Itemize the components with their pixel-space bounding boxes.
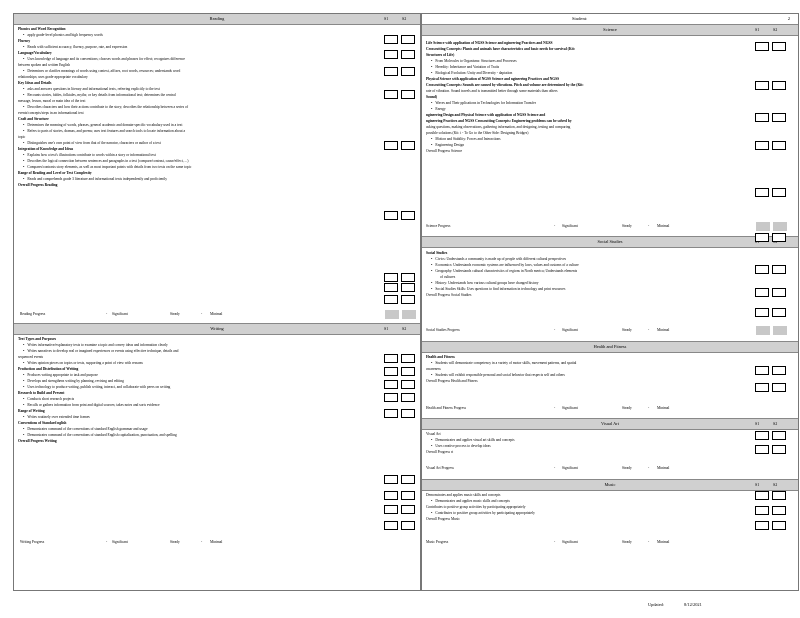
updated-label: Updated:: [648, 602, 665, 607]
visual-art-progress-row: [426, 464, 792, 472]
standard-item: • Describes the logical connection between sentences and paragraphs in a text (compare/contrast, cause/effect, ...): [18, 158, 416, 164]
text-line: rate of vibration. Sound travels and is transmitted better through some materials than others: [426, 89, 558, 93]
student-label: Student:: [572, 16, 588, 21]
standard-item: • Conducts short research projects: [18, 396, 416, 402]
section-heading: Integration of Knowledge and Ideas: [18, 147, 74, 151]
grade-box-s1[interactable]: [755, 188, 769, 197]
semester-2-label: S2: [773, 482, 778, 487]
semester-1-label: S1: [755, 421, 760, 426]
standard-item: • Produces writing appropriate to task and purpose: [18, 372, 416, 378]
text-line: Visual Art: [426, 432, 441, 436]
semester-2-label: S2: [402, 326, 407, 331]
section-heading: Sound): [426, 95, 437, 99]
section-heading: Phonics and Word Recognition: [18, 27, 66, 31]
grade-box-s1[interactable]: [384, 367, 398, 376]
minimal-label: Minimal: [210, 312, 223, 316]
science-title: Science: [603, 27, 617, 32]
minimal-label: Minimal: [657, 328, 670, 332]
dash: -: [648, 406, 650, 410]
standard-item: • Demonstrates command of the conventions of standard English capitalization, punctuation, and spelling: [18, 432, 416, 438]
standard-item: • Motion and Stability: Forces and Interactions: [426, 136, 794, 142]
page-number: 2: [787, 16, 790, 21]
health-section: [422, 352, 798, 384]
section-heading: Conventions of Standard nglish: [18, 421, 67, 425]
standard-item: • Refers to parts of stories, dramas, and poems; uses text features and search tools to locate information about a: [18, 128, 416, 134]
writing-section: [14, 335, 420, 444]
standard-item: • Civics: Understands a community is made up of people with different cultural perspectives: [426, 256, 794, 262]
right-column: [421, 13, 799, 591]
text-line: Overall Progress rt: [426, 450, 454, 454]
grade-box-s2[interactable]: [401, 141, 415, 150]
section-heading: Craft and Structure: [18, 117, 49, 121]
science-progress-s2-box[interactable]: [773, 222, 787, 231]
grade-box-s1[interactable]: [384, 491, 398, 500]
section-heading: Research to Build and Present: [18, 391, 65, 395]
standard-item: • Compares/contrasts story elements, as well as most important points with details from two texts on the same topic: [18, 164, 416, 170]
standard-item: • Writes narratives to develop real or imagined experiences or events using effective technique, details and: [18, 348, 416, 354]
standard-item: • Economics: Understands economic systems are influenced by laws, values and customs of a culture: [426, 262, 794, 268]
grade-box-s1[interactable]: [384, 273, 398, 282]
science-section: [422, 36, 798, 154]
section-heading: ngineering Practices and NGSS Crosscutting Concepts: Engineering problems can be solved by: [426, 119, 572, 123]
standard-item: • Demonstrates command of the conventions of standard English grammar and usage: [18, 426, 416, 432]
grade-box-s1[interactable]: [384, 90, 398, 99]
visual-art-title: Visual Art: [601, 421, 619, 426]
grade-box-s1[interactable]: [384, 393, 398, 402]
dash: -: [554, 540, 556, 544]
steady-label: Steady: [622, 540, 632, 544]
section-heading: ngineering Design and Physical Science with application of NGSS Science and: [426, 113, 546, 117]
significant-label: Significant: [562, 224, 578, 228]
science-progress-row: [426, 222, 792, 230]
minimal-label: Minimal: [210, 540, 223, 544]
social-progress-s1-box[interactable]: [756, 326, 770, 335]
standard-item: • Recalls or gathers information from print and digital sources; takes notes and sorts evidence: [18, 402, 416, 408]
grade-box-s1[interactable]: [384, 67, 398, 76]
grade-box-s1[interactable]: [755, 42, 769, 51]
significant-label: Significant: [562, 466, 578, 470]
grade-box-s1[interactable]: [755, 265, 769, 274]
semester-2-label: S2: [773, 27, 778, 32]
grade-box-s1[interactable]: [384, 141, 398, 150]
grade-box-s1[interactable]: [755, 288, 769, 297]
grade-box-s1[interactable]: [384, 35, 398, 44]
social-studies-title: Social Studies: [597, 239, 623, 244]
section-heading: Range of Reading and Level or Text Complexity: [18, 171, 92, 175]
significant-label: Significant: [112, 312, 128, 316]
grade-box-s2[interactable]: [772, 265, 786, 274]
reading-section: [14, 25, 420, 188]
standard-item: • Distinguishes one's own point of view from that of the narrator, characters or author of a text: [18, 140, 416, 146]
text-line: sequenced events: [18, 355, 44, 359]
standard-item: • Writes informative/explanatory texts to examine a topic and convey ideas and information clearly: [18, 342, 416, 348]
text-line: topic: [18, 135, 26, 139]
semester-1-label: S1: [384, 326, 389, 331]
grade-box-s2[interactable]: [772, 288, 786, 297]
text-line: events/concepts/steps in an informational text: [18, 111, 84, 115]
standard-item: • asks and answers questions in literary and informational texts, referring explicitly to the text: [18, 86, 416, 92]
section-heading: Social Studies: [426, 251, 448, 255]
grade-box-s1[interactable]: [384, 521, 398, 530]
semester-1-label: S1: [755, 27, 760, 32]
grade-box-s2[interactable]: [401, 367, 415, 376]
progress-label: Music Progress: [426, 540, 449, 544]
section-heading: Physical Science with application of NGSS Science and ngineering Practices and NGSS: [426, 77, 560, 81]
steady-label: Steady: [622, 466, 632, 470]
dash: -: [554, 224, 556, 228]
reading-progress-s1-box[interactable]: [385, 310, 399, 319]
text-line: Demonstrates and applies music skills and concepts: [426, 493, 501, 497]
progress-label: Visual Art Progress: [426, 466, 454, 470]
grade-box-s2[interactable]: [401, 393, 415, 402]
grade-box-s2[interactable]: [772, 383, 786, 392]
writing-title: Writing: [210, 326, 224, 331]
standard-item: • Writes routinely over extended time frames: [18, 414, 416, 420]
standard-item: • Uses creative process to develop ideas: [426, 443, 794, 449]
standard-item: • Recounts stories, fables, folktales, myths; or key details from informational text; determines the central: [18, 92, 416, 98]
dash: -: [648, 224, 650, 228]
standard-item: • Determines or clarifies meanings of words using context, affixes, root words, resources; understands word: [18, 68, 416, 74]
section-heading: Production and Distribution of Writing: [18, 367, 79, 371]
dash: -: [106, 312, 108, 316]
section-heading: Overall Progress Writing: [18, 439, 57, 443]
section-heading: Fluency: [18, 39, 31, 43]
standard-item: • From Molecules to Organisms: Structures and Processes: [426, 58, 794, 64]
grade-box-s1[interactable]: [755, 233, 769, 242]
standard-item: • Social Studies Skills: Uses questions to find information in technology and print resources: [426, 286, 794, 292]
text-line: asking questions, making observations, gathering information, and designing, testing and comparing: [426, 125, 571, 129]
writing-header: [14, 323, 420, 335]
text-line: message, lesson, moral or main idea of the text: [18, 99, 86, 103]
grade-box-s2[interactable]: [772, 431, 786, 440]
steady-label: Steady: [622, 328, 632, 332]
grade-box-s2[interactable]: [401, 35, 415, 44]
text-line: Overall Progress Social Studies: [426, 293, 472, 297]
standard-item: • Geography: Understands cultural characteristics of regions in North merica; Understands elements: [426, 268, 794, 274]
social-studies-progress-row: [426, 326, 792, 334]
standard-item: • Reads with sufficient accuracy, fluency, purpose, rate, and expression: [18, 44, 416, 50]
minimal-label: Minimal: [657, 224, 670, 228]
grade-box-s2[interactable]: [772, 491, 786, 500]
grade-box-s2[interactable]: [401, 409, 415, 418]
dash: -: [554, 466, 556, 470]
grade-box-s2[interactable]: [772, 521, 786, 530]
social-studies-section: [422, 248, 798, 298]
visual-art-section: [422, 429, 798, 455]
section-heading: Life Science with application of NGSS Science and ngineering Practices and NGSS: [426, 41, 553, 45]
standard-item: • Describes characters and how their actions contribute to the story; describes the relationship between a series of: [18, 104, 416, 110]
significant-label: Significant: [562, 328, 578, 332]
standard-item: • Demonstrates and applies music skills and concepts: [426, 498, 794, 504]
grade-box-s2[interactable]: [772, 141, 786, 150]
significant-label: Significant: [562, 540, 578, 544]
progress-label: Social Studies Progress: [426, 328, 460, 332]
semester-2-label: S2: [402, 16, 407, 21]
grade-box-s2[interactable]: [772, 113, 786, 122]
grade-box-s2[interactable]: [772, 366, 786, 375]
text-line: relationships; uses grade-appropriate vocabulary: [18, 75, 88, 79]
standard-item: • Writes opinion pieces on topics or texts, supporting a point of view with reasons: [18, 360, 416, 366]
grade-box-s2[interactable]: [772, 81, 786, 90]
semester-1-label: S1: [755, 482, 760, 487]
text-line: Overall Progress Science: [426, 149, 463, 153]
progress-label: Health and Fitness Progress: [426, 406, 467, 410]
science-header: [422, 25, 798, 36]
reading-progress-row: [20, 310, 416, 318]
writing-progress-row: [20, 538, 416, 546]
standard-item: • Reads and comprehends grade 3 literature and informational texts independently and proficiently: [18, 176, 416, 182]
grade-box-s2[interactable]: [401, 90, 415, 99]
grade-box-s1[interactable]: [755, 383, 769, 392]
updated-date: 8/12/2021: [684, 602, 702, 607]
grade-box-s2[interactable]: [401, 67, 415, 76]
grade-box-s1[interactable]: [384, 283, 398, 292]
grade-box-s1[interactable]: [384, 409, 398, 418]
section-heading: Crosscutting Concepts: Plants and animals have characteristics and basic needs for survival (Kit:: [426, 47, 576, 51]
grade-box-s2[interactable]: [401, 211, 415, 220]
dash: -: [201, 540, 203, 544]
grade-box-s1[interactable]: [755, 506, 769, 515]
grade-box-s2[interactable]: [401, 491, 415, 500]
grade-box-s2[interactable]: [772, 506, 786, 515]
grade-box-s1[interactable]: [755, 81, 769, 90]
minimal-label: Minimal: [657, 406, 670, 410]
semester-1-label: S1: [384, 16, 389, 21]
social-studies-header: [422, 236, 798, 248]
grade-box-s1[interactable]: [384, 50, 398, 59]
grade-box-s2[interactable]: [401, 50, 415, 59]
grade-box-s2[interactable]: [401, 475, 415, 484]
text-line: awareness: [426, 367, 441, 371]
standard-item: • History: Understands how various cultural groups have changed history: [426, 280, 794, 286]
grade-box-s2[interactable]: [772, 233, 786, 242]
grade-box-s2[interactable]: [401, 380, 415, 389]
standard-item: • Uses technology to produce writing, publish writing, interact, and collaborate with peers on writing: [18, 384, 416, 390]
steady-label: Steady: [170, 312, 180, 316]
section-heading: Structures of Life): [426, 53, 455, 57]
music-progress-row: [426, 538, 792, 546]
grade-box-s1[interactable]: [755, 141, 769, 150]
grade-box-s1[interactable]: [755, 366, 769, 375]
standard-item: • Determines the meaning of words, phrases, general academic and domain-specific vocabulary used in a text: [18, 122, 416, 128]
section-heading: Text Types and Purposes: [18, 337, 56, 341]
grade-box-s2[interactable]: [772, 188, 786, 197]
dash: -: [106, 540, 108, 544]
grade-box-s2[interactable]: [772, 42, 786, 51]
text-line: Overall Progress Health and Fitness: [426, 379, 478, 383]
semester-2-label: S2: [773, 421, 778, 426]
steady-label: Steady: [622, 406, 632, 410]
grade-box-s1[interactable]: [755, 491, 769, 500]
grade-box-s1[interactable]: [755, 521, 769, 530]
steady-label: Steady: [622, 224, 632, 228]
significant-label: Significant: [112, 540, 128, 544]
standard-item: • Demonstrates and applies visual art skills and concepts: [426, 437, 794, 443]
dash: -: [554, 328, 556, 332]
progress-label: Reading Progress: [20, 312, 46, 316]
grade-box-s2[interactable]: [772, 308, 786, 317]
music-title: Music: [604, 482, 616, 487]
left-column: [13, 13, 421, 591]
health-progress-row: [426, 404, 792, 412]
grade-box-s2[interactable]: [401, 295, 415, 304]
standard-item: • Energy: [426, 106, 794, 112]
standard-item: • Students will demonstrate competency in a variety of motor skills, movement patterns, and spatial: [426, 360, 794, 366]
minimal-label: Minimal: [657, 540, 670, 544]
standard-item: • Develops and strengthens writing by planning, revising and editing: [18, 378, 416, 384]
grade-box-s1[interactable]: [384, 211, 398, 220]
standard-item: • Waves and Their pplications in Technologies for Information Transfer: [426, 100, 794, 106]
section-heading: Overall Progress Reading: [18, 183, 58, 187]
dash: -: [648, 540, 650, 544]
progress-label: Writing Progress: [20, 540, 45, 544]
dash: -: [648, 466, 650, 470]
grade-box-s1[interactable]: [755, 308, 769, 317]
standard-item: • Students will exhibit responsible personal and social behavior that respects self and others: [426, 372, 794, 378]
grade-box-s1[interactable]: [384, 295, 398, 304]
grade-box-s1[interactable]: [755, 445, 769, 454]
dash: -: [201, 312, 203, 316]
section-heading: Language/Vocabulary: [18, 51, 52, 55]
music-section: [422, 490, 798, 522]
grade-box-s2[interactable]: [401, 521, 415, 530]
report-card-page: [13, 13, 790, 591]
student-header: [422, 14, 798, 25]
grade-box-s1[interactable]: [384, 505, 398, 514]
standard-item: • Biological Evolution: Unity and Diversity - daptation: [426, 70, 794, 76]
section-heading: Health and Fitness: [426, 355, 455, 359]
reading-progress-s2-box[interactable]: [402, 310, 416, 319]
standard-item: • apply grade-level phonics and high frequency words: [18, 32, 416, 38]
text-line: possible solutions (Kit: i - To Go to the Other Side: Designing Bridges): [426, 131, 529, 135]
progress-label: Science Progress: [426, 224, 451, 228]
standard-item: • Explains how a text's illustrations contribute to words within a story or informational text: [18, 152, 416, 158]
section-heading: Range of Writing: [18, 409, 45, 413]
grade-box-s1[interactable]: [384, 354, 398, 363]
grade-box-s2[interactable]: [401, 354, 415, 363]
grade-box-s1[interactable]: [384, 475, 398, 484]
grade-box-s2[interactable]: [401, 283, 415, 292]
standard-item: • Contributes to positive group activities by participating appropriately: [426, 510, 794, 516]
steady-label: Steady: [170, 540, 180, 544]
grade-box-s2[interactable]: [772, 445, 786, 454]
standard-item: • Uses knowledge of language and its conventions; chooses words and phrases for effect; recognizes difference: [18, 56, 416, 62]
health-title: Health and Fitness: [593, 344, 627, 349]
section-heading: Crosscutting Concepts: Sounds are caused by vibrations. Pitch and volume are determined by the (Kit:: [426, 83, 584, 87]
section-heading: Key Ideas and Details: [18, 81, 52, 85]
text-line: between spoken and written English: [18, 63, 71, 67]
text-line: Contributes to positive group activities by participating appropriately: [426, 505, 526, 509]
grade-box-s2[interactable]: [401, 273, 415, 282]
significant-label: Significant: [562, 406, 578, 410]
text-line: of cultures: [440, 275, 456, 279]
reading-header: [14, 14, 420, 25]
standard-item: • Engineering Design: [426, 142, 794, 148]
grade-box-s1[interactable]: [755, 113, 769, 122]
dash: -: [648, 328, 650, 332]
grade-box-s2[interactable]: [401, 505, 415, 514]
social-progress-s2-box[interactable]: [773, 326, 787, 335]
grade-box-s1[interactable]: [755, 431, 769, 440]
science-progress-s1-box[interactable]: [756, 222, 770, 231]
grade-box-s1[interactable]: [384, 380, 398, 389]
reading-title: Reading: [209, 16, 225, 21]
dash: -: [554, 406, 556, 410]
text-line: Overall Progress Music: [426, 517, 460, 521]
minimal-label: Minimal: [657, 466, 670, 470]
standard-item: • Heredity: Inheritance and Variation of Traits: [426, 64, 794, 70]
